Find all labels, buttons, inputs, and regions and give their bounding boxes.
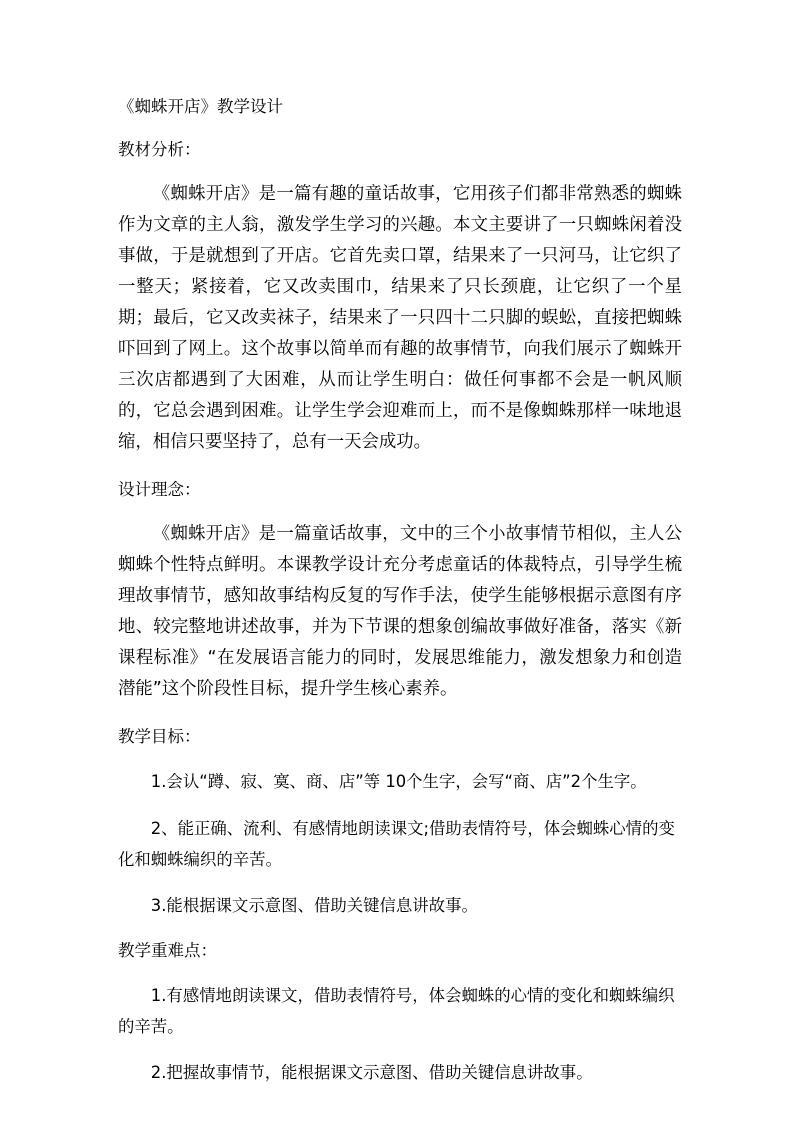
section-heading-analysis: 教材分析： — [118, 140, 201, 159]
keypoint-item: 1.有感情地朗读课文，借助表情符号，体会蜘蛛的心情的变化和蜘蛛编织的辛苦。 — [118, 986, 675, 1036]
document-title: 《蜘蛛开店》教学设计 — [118, 97, 283, 116]
goal-item: 2、能正确、流利、有感情地朗读课文;借助表情符号，体会蜘蛛心情的变化和蜘蛛编织的辛苦。 — [118, 819, 675, 869]
goal-item: 3.能根据课文示意图、借助关键信息讲故事。 — [150, 896, 478, 915]
section-body-analysis: 《蜘蛛开店》是一篇有趣的童话故事，它用孩子们都非常熟悉的蜘蛛作为文章的主人翁，激发学生学习的兴趣。本文主要讲了一只蜘蛛闲着没事做，于是就想到了开店。它首先卖口罩，结果来了一只河马，让它织了一整天；紧接着，它又改卖围巾，结果来了只长颈鹿，让它织了一个星期；最后，它又改卖袜子，结果来了一只四十二只脚的蜈蚣，直接把蜘蛛吓回到了网上。这个故事以简单而有趣的故事情节，向我们展示了蜘蛛开三次店都遇到了大困难，从而让学生明白：做任何事都不会是一帆风顺的，它总会遇到困难。让学生学会迎难而上，而不是像蜘蛛那样一味地退缩，相信只要坚持了，总有一天会成功。 — [118, 184, 682, 452]
section-heading-concept: 设计理念： — [118, 480, 201, 499]
keypoint-item: 2.把握故事情节，能根据课文示意图、借助关键信息讲故事。 — [150, 1063, 593, 1082]
section-heading-keypoints: 教学重难点： — [118, 941, 217, 960]
goal-item: 1.会认“蹲、寂、寞、商、店”等 10个生字，会写“商、店”2个生字。 — [150, 772, 647, 791]
section-body-concept: 《蜘蛛开店》是一篇童话故事，文中的三个小故事情节相似，主人公蜘蛛个性特点鲜明。本课教学设计充分考虑童话的体裁特点，引导学生梳理故事情节，感知故事结构反复的写作手法，使学生能够根据示意图有序地、较完整地讲述故事，并为下节课的想象创编故事做好准备，落实《新课程标准》“在发展语言能力的同时，发展思维能力，激发想象力和创造潜能”这个阶段性目标，提升学生核心素养。 — [118, 524, 682, 699]
section-heading-goals: 教学目标： — [118, 727, 201, 746]
document-page — [118, 92, 682, 1088]
